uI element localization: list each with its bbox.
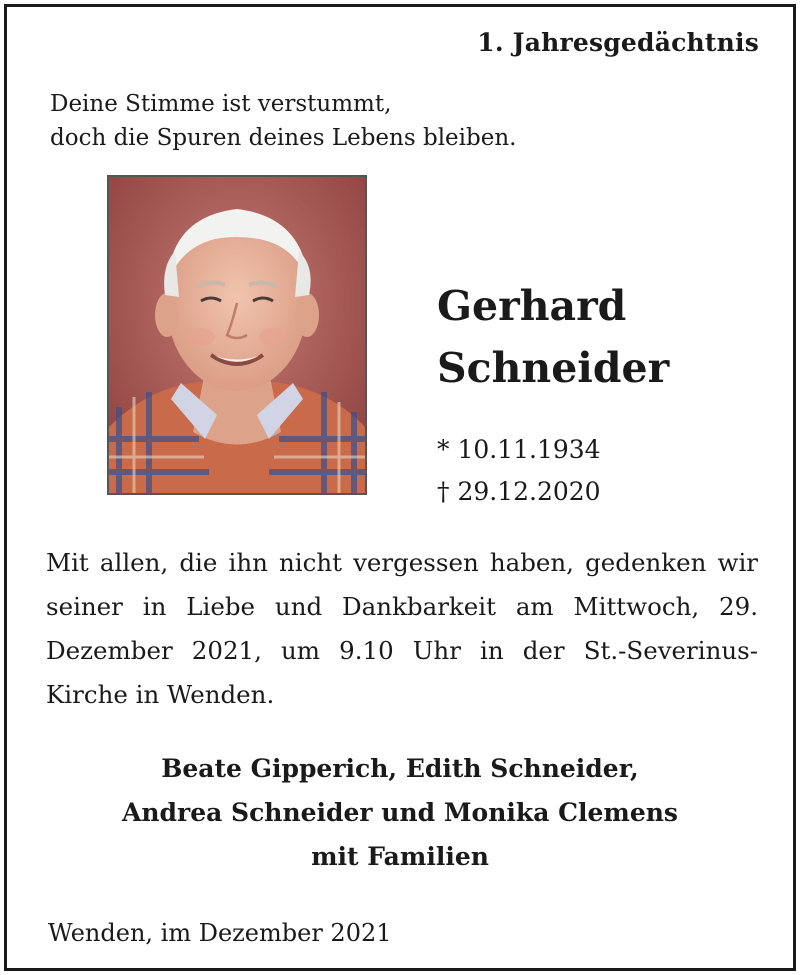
obituary-notice (4, 4, 796, 971)
portrait-photo (107, 175, 367, 495)
memorial-announcement (46, 541, 758, 717)
death-date: † 29.12.2020 (437, 477, 601, 506)
announcement-text: Mit allen, die ihn nicht vergessen haben, gedenken wir seiner in Liebe und Dankbarkeit am Mittwoch, 29. Dezember 2021, um 9.10 Uhr in der St.-Severinus-Kirche in Wenden. (46, 548, 758, 709)
anniversary-heading: 1. Jahresgedächtnis (477, 28, 759, 57)
signers (7, 747, 793, 879)
signers-line-2: Andrea Schneider und Monika Clemens (121, 798, 679, 827)
first-name: Gerhard (437, 282, 627, 330)
memorial-quote (50, 87, 516, 155)
deceased-name (437, 275, 669, 399)
life-dates (437, 429, 601, 513)
quote-line-2: doch die Spuren deines Lebens bleiben. (50, 125, 517, 151)
signers-line-3: mit Familien (311, 842, 489, 871)
place-and-date: Wenden, im Dezember 2021 (48, 919, 392, 947)
signers-line-1: Beate Gipperich, Edith Schneider, (161, 754, 639, 783)
birth-date: * 10.11.1934 (437, 435, 601, 464)
quote-line-1: Deine Stimme ist verstummt, (50, 91, 392, 117)
last-name: Schneider (437, 344, 670, 392)
